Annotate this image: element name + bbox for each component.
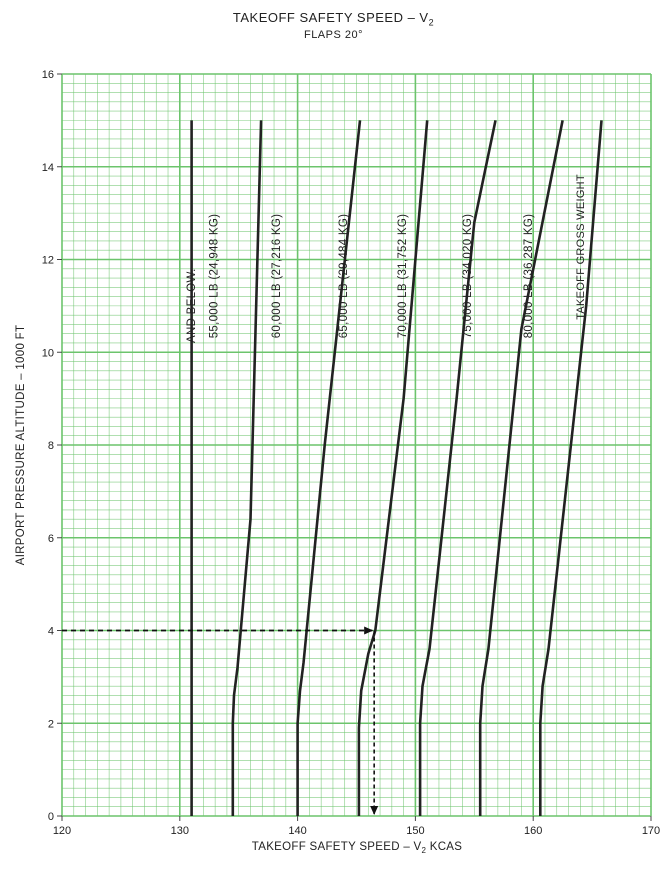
y-tick-label: 8 — [47, 440, 54, 452]
weight-label-7: 75,000 LB (34,020 KG) — [461, 213, 474, 339]
y-tick-label: 16 — [41, 69, 54, 81]
x-tick-label: 150 — [406, 825, 425, 837]
chart-subtitle: FLAPS 20° — [303, 29, 364, 41]
weight-curve-3 — [298, 120, 360, 816]
weight-label-3: 55,000 LB (24,948 KG) — [208, 213, 221, 339]
weight-label-5: 65,000 LB (29,484 KG) — [338, 213, 351, 339]
x-axis-label: TAKEOFF SAFETY SPEED – $V_2$ KCAS — [251, 841, 463, 855]
y-tick-label: 2 — [47, 718, 54, 731]
x-axis-label-subscript: 2 — [421, 846, 427, 855]
x-tick-label: 140 — [288, 825, 307, 837]
y-tick-label: 6 — [47, 532, 54, 545]
x-tick-label: 160 — [524, 825, 543, 837]
x-tick-label: 130 — [170, 825, 189, 837]
weight-curve-5 — [420, 120, 495, 816]
weight-curve-2 — [233, 120, 261, 816]
y-tick-label: 14 — [41, 161, 54, 174]
weight-label-2: AND BELOW. — [186, 268, 199, 343]
y-tick-label: 12 — [41, 254, 54, 267]
tick-labels — [42, 69, 660, 837]
y-tick-label: 4 — [47, 625, 54, 638]
series-labels — [177, 0, 535, 343]
weight-curve-4 — [359, 120, 427, 816]
weight-label-4: 60,000 LB (27,216 KG) — [270, 213, 283, 339]
x-tick-label: 120 — [52, 825, 72, 837]
weight-label-6: 70,000 LB (31,752 KG) — [397, 213, 409, 339]
y-tick-label: 10 — [41, 347, 54, 360]
y-axis-label: AIRPORT PRESSURE ALTITUDE – 1000 FT — [15, 324, 27, 566]
y-tick-label: 0 — [47, 811, 54, 823]
x-axis-label-unit: KCAS — [426, 841, 463, 853]
weight-label-8: 80,000 LB (36,287 KG) — [523, 213, 535, 339]
chart-title: TAKEOFF SAFETY SPEED – $V_2$ — [232, 10, 435, 28]
takeoff-gross-weight-label: TAKEOFF GROSS WEIGHT — [574, 174, 587, 320]
x-tick-label: 170 — [641, 825, 661, 837]
